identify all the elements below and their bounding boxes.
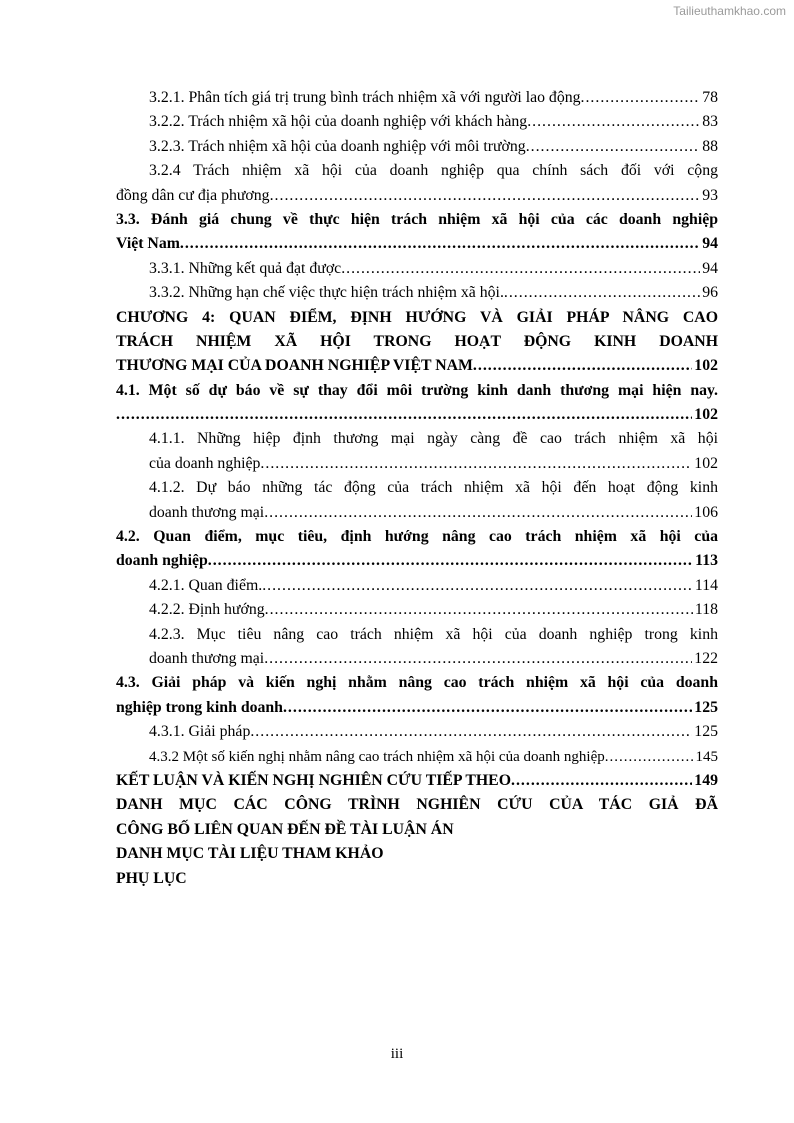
toc-leader-dots (473, 354, 692, 378)
toc-line (116, 110, 718, 134)
toc-leader-dots (250, 720, 692, 744)
toc-entry-title: đồng dân cư địa phương (116, 186, 270, 204)
toc-line (116, 354, 718, 378)
toc-leader-dots (511, 769, 692, 793)
toc-line (116, 549, 718, 573)
toc-page-number: 96 (702, 284, 718, 302)
toc-page-number: 102 (694, 454, 718, 472)
toc-leader-dots (180, 232, 700, 256)
toc-line (116, 257, 718, 281)
toc-heading-text: 3.3. Đánh giá chung về thực hiện trách nhiệm xã hội của các doanh nghiệp (116, 210, 718, 228)
toc-heading-text: 4.1.2. Dự báo những tác động của trách nhiệm xã hội đến hoạt động kinh (149, 479, 718, 497)
toc-line (116, 281, 718, 305)
toc-entry-title: doanh nghiệp (116, 552, 208, 570)
table-of-contents (116, 86, 718, 891)
toc-entry-title: 3.2.3. Trách nhiệm xã hội của doanh nghiệp với môi trường (149, 137, 526, 155)
toc-leader-dots (262, 574, 693, 598)
toc-page-number: 78 (702, 89, 718, 106)
toc-heading-text: 4.2. Quan điểm, mục tiêu, định hướng nâng cao trách nhiệm xã hội của (116, 528, 718, 546)
toc-leader-dots (208, 549, 693, 573)
toc-leader-dots (504, 281, 700, 305)
toc-heading-text: PHỤ LỤC (116, 869, 187, 887)
toc-page-number: 102 (694, 357, 718, 375)
toc-entry-title: 4.2.1. Quan điểm. (149, 576, 263, 594)
toc-line (116, 452, 718, 476)
toc-heading-text: 4.1. Một số dự báo về sự thay đổi môi trường kinh danh thương mại hiện nay. (116, 381, 718, 399)
toc-page-number: 118 (694, 601, 718, 619)
toc-leader-dots (283, 696, 692, 720)
toc-line (116, 403, 718, 427)
toc-heading-text: CÔNG BỐ LIÊN QUAN ĐẾN ĐỀ TÀI LUẬN ÁN (116, 820, 454, 838)
toc-line (116, 647, 718, 671)
toc-leader-dots (581, 86, 701, 110)
toc-entry-title: Việt Nam (116, 235, 180, 253)
toc-page-number: 125 (694, 698, 718, 716)
toc-leader-dots (270, 184, 701, 208)
toc-leader-dots (527, 110, 700, 134)
toc-leader-dots (264, 647, 692, 671)
toc-heading-text: 3.2.4 Trách nhiệm xã hội của doanh nghiệp qua chính sách đối với cộng (149, 162, 718, 180)
toc-line (116, 501, 718, 525)
toc-line (116, 745, 718, 769)
toc-page-number: 122 (694, 649, 718, 667)
toc-page-number: 125 (694, 723, 718, 741)
toc-page-number: 94 (702, 235, 718, 253)
page-number: iii (390, 1046, 404, 1062)
toc-entry-title: 4.2.2. Định hướng (149, 601, 265, 619)
toc-line (116, 598, 718, 622)
toc-entry-title: 3.3.1. Những kết quả đạt được (149, 259, 342, 277)
toc-entry-title: KẾT LUẬN VÀ KIẾN NGHỊ NGHIÊN CỨU TIẾP THEO (116, 771, 512, 789)
toc-entry-title: THƯƠNG MẠI CỦA DOANH NGHIỆP VIỆT NAM (116, 357, 473, 375)
toc-page-number: 102 (694, 406, 718, 424)
toc-entry-title: 3.2.2. Trách nhiệm xã hội của doanh nghiệp với khách hàng (149, 113, 528, 131)
toc-page-number: 93 (702, 186, 718, 204)
toc-entry-title: doanh thương mại (149, 503, 265, 521)
toc-entry-title: 4.3.1. Giải pháp (149, 723, 251, 741)
toc-line (116, 184, 718, 208)
toc-leader-dots (265, 598, 693, 622)
toc-heading-text: DANH MỤC CÁC CÔNG TRÌNH NGHIÊN CỨU CỦA TÁC GIẢ ĐÃ (116, 796, 718, 814)
watermark-text: Tailieuthamkhao.com (673, 4, 786, 18)
toc-line (116, 720, 718, 744)
toc-page-number: 113 (695, 552, 718, 570)
toc-page-number: 114 (694, 576, 718, 594)
toc-leader-dots (605, 745, 694, 769)
toc-entry-title: nghiệp trong kinh doanh (116, 698, 283, 716)
toc-line (116, 232, 718, 256)
toc-heading-text: 4.1.1. Những hiệp định thương mại ngày càng đề cao trách nhiệm xã hội (149, 430, 718, 448)
toc-heading-text: TRÁCH NHIỆM XÃ HỘI TRONG HOẠT ĐỘNG KINH DOANH (116, 332, 718, 350)
toc-line (116, 696, 718, 720)
toc-entry-title: doanh thương mại (149, 649, 265, 667)
toc-entry-title: 3.2.1. Phân tích giá trị trung bình trách nhiệm xã với người lao động (149, 89, 581, 106)
toc-leader-dots (116, 403, 692, 427)
toc-page-number: 88 (702, 137, 718, 155)
toc-page-number: 145 (695, 748, 718, 765)
toc-line (116, 86, 718, 110)
toc-line (116, 769, 718, 793)
toc-line (116, 574, 718, 598)
toc-page-number: 106 (694, 503, 718, 521)
toc-leader-dots (526, 135, 701, 159)
toc-line (116, 135, 718, 159)
toc-heading-text: 4.3. Giải pháp và kiến nghị nhằm nâng cao trách nhiệm xã hội của doanh (116, 674, 718, 692)
toc-heading-text: 4.2.3. Mục tiêu nâng cao trách nhiệm xã hội của doanh nghiệp trong kinh (149, 625, 718, 643)
toc-leader-dots (264, 501, 692, 525)
toc-entry-title: của doanh nghiệp (149, 454, 261, 472)
toc-page-number: 149 (694, 771, 718, 789)
toc-page-number: 83 (702, 113, 718, 131)
toc-entry-title: 4.3.2 Một số kiến nghị nhằm nâng cao trách nhiệm xã hội của doanh nghiệp (149, 748, 605, 765)
toc-leader-dots (341, 257, 700, 281)
toc-heading-text: DANH MỤC TÀI LIỆU THAM KHẢO (116, 845, 384, 863)
toc-leader-dots (260, 452, 692, 476)
toc-entry-title: 3.3.2. Những hạn chế việc thực hiện trách nhiệm xã hội. (149, 284, 504, 302)
toc-page-number: 94 (702, 259, 718, 277)
toc-heading-text: CHƯƠNG 4: QUAN ĐIỂM, ĐỊNH HƯỚNG VÀ GIẢI PHÁP NÂNG CAO (116, 308, 718, 326)
